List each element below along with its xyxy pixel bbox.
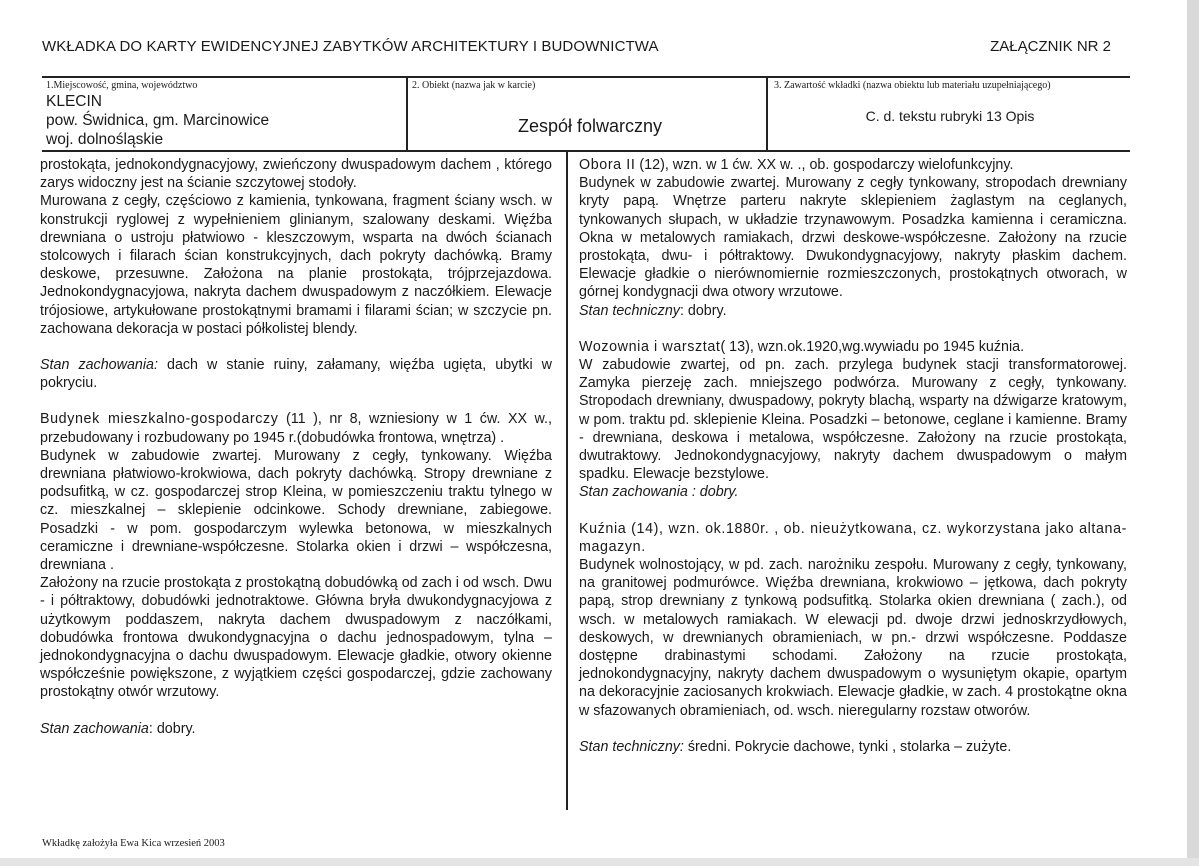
- state-label: Stan zachowania:: [40, 357, 158, 374]
- object-name: Zespół folwarczny: [517, 116, 663, 136]
- state-text: : dobry.: [679, 302, 727, 319]
- location-cell: [46, 80, 402, 149]
- cowshed-head-text: (12), wzn. w 1 ćw. XX w. ., ob. gospodarczy wielofunkcyjny.: [635, 157, 1014, 173]
- coachhouse-heading: [579, 338, 1127, 356]
- house-state: [40, 720, 552, 738]
- contents-label: 3. Zawartość wkładki (nazwa obiektu lub materiału uzupełniającego): [774, 80, 1051, 91]
- coachhouse-state: Stan zachowania : dobry.: [579, 484, 739, 501]
- scan-edge-right: [1187, 0, 1199, 866]
- form-bottom-border: [42, 150, 1130, 152]
- location-town: KLECIN: [46, 93, 102, 110]
- object-cell: [412, 80, 762, 92]
- state-text: dach w stanie ruiny, załamany, więźba ugięta, ubytki w pokryciu.: [40, 357, 552, 392]
- object-label: 2. Obiekt (nazwa jak w karcie): [412, 80, 536, 91]
- smithy-state: [579, 738, 1127, 756]
- column-divider: [566, 150, 568, 810]
- coachhouse-title: Wozownia i warsztat: [579, 338, 721, 355]
- smithy-description: Budynek wolnostojący, w pd. zach. narożniku zespołu. Murowany z cegły, tynkowany, na granitowej podmurówce. Więźba drewniana, krokwiowo – jętkowa, dach pokryty papą, strop drewniany z tynkową podsufitką. Stolarka okien drewniana ( zach.), od wsch. w metalowych ramiakach. W elewacji pd. dwoje drzwi jednoskrzydłowych, deskowych, w drewnianych obramieniach, w pn.- drzwi współczesne. Poddasze dostępne drabinastymi schodami. Założony na rzucie prostokąta, jednokondygnacyjny, nakryty dachem dwuspadowym o wysuniętym okapie, opartym na dekoracyjnie zaciosanych krokwiach. Elewacje gładkie, w zach. 4 prostokątne okna w sfazowanych obramieniach, od. wsch. nieregularny rozstaw otworów.: [579, 557, 1127, 719]
- coachhouse-head-text: ( 13), wzn.ok.1920,wg.wywiadu po 1945 kuźnia.: [720, 338, 1025, 355]
- barn-description-end: prostokąta, jednokondygnacyjowy, zwieńczony dwuspadowym dachem , którego zarys widoczny jest na ścianie szczytowej stodoły.: [40, 157, 552, 192]
- state-text: średni. Pokrycie dachowe, tynki , stolarka – zużyte.: [683, 738, 1012, 755]
- form-divider-1: [406, 76, 408, 152]
- cowshed-title: Obora II: [579, 157, 636, 173]
- coachhouse-description: W zabudowie zwartej, od pn. zach. przylega budynek stacji transformatorowej. Zamyka pierzeję zach. mniejszego podwórza. Murowany z cegły, tynkowany. Stropodach drewniany, dwuspadowy, pokryty blachą, wsparty na dźwigarze kratowym, w pom. traktu pd. sklepienie Kleina. Posadzki – betonowe, ceglane i kamienne. Bramy - drewniana, deskowa i metalowa, współczesne. Założony na rzucie prostokąta, dwutraktowy. Jednokondygnacyjowy, nakryty dachem dwuspadowym o małym spadku. Elewacje bezstylowe.: [579, 357, 1127, 483]
- smithy-heading: Kuźnia (14), wzn. ok.1880r. , ob. nieużytkowana, cz. wykorzystana jako altana-magazyn.: [579, 520, 1127, 555]
- form-divider-2: [766, 76, 768, 152]
- house-head-text: (11 ), nr 8, wzniesiony w 1 ćw. XX w., przebudowany i rozbudowany po 1945 r.(dobudówka frontowa, wnętrza) .: [40, 411, 553, 446]
- cowshed-heading: [579, 156, 1127, 174]
- attachment-number: ZAŁĄCZNIK NR 2: [990, 38, 1111, 55]
- barn-description: Murowana z cegły, częściowo z kamienia, tynkowana, fragment ściany wsch. w konstrukcji ryglowej z wypełnieniem glinianym, szalowany deskami. Więźba drewniana o ustroju płatwiowo - kleszczowym, wsparta na dwóch ścianach stolcowych i filarach ścian konstrukcyjnych, dach pokryty dachówką. Bramy deskowe, przesuwne. Założona na planie prostokąta, trójprzejazdowa. Jednokondygnacyjowa, nakryta dachem dwuspadowym z naczółkiem. Elewacje trójosiowe, artykułowane prostokątnymi bramami i filarami ścian; w szczycie pn. zachowana dekoracja w postaci półkolistej blendy.: [40, 193, 552, 337]
- barn-state: [40, 356, 552, 392]
- cowshed-description: Budynek w zabudowie zwartej. Murowany z cegły tynkowany, stropodach drewniany kryty papą. Wnętrze parteru nakryte sklepieniem żaglastym na ceglanych, tynkowanych słupach, w układzie trzynawowym. Posadzka kamienna i ceramiczna. Okna w metalowych ramiakach, drzwi deskowe-współczesne. Założony na rzucie prostokąta, dwu- i półtraktowy. Dwukondygnacyjowy, nakryty płaskim dachem. Elewacje gładkie o nierównomiernie rozmieszczonych, prostokątnych otworach, w górnej kondygnacji dwa otwory wrzutowe.: [579, 175, 1127, 301]
- house-description-2: Założony na rzucie prostokąta z prostokątną dobudówką od zach i od wsch. Dwu - i półtraktowy, dobudówki jednotraktowe. Główna bryła dwukondygnacyjowa z użytkowym poddaszem, nakryta dachem dwuspadowym z naczółkami, dobudówka frontowa dwukondygnacyjna o dachu jednospadowym, tylna – jednokondygnacyjna o dachu dwuspadowym. Elewacje gładkie, otwory okienne współcześnie powiększone, z wyjątkiem części gospodarczej, gdzie zachowany prostokątny otwór wrzutowy.: [40, 575, 552, 701]
- page-title: WKŁADKA DO KARTY EWIDENCYJNEJ ZABYTKÓW ARCHITEKTURY I BUDOWNICTWA: [42, 38, 659, 55]
- footer-author: Wkładkę założyła Ewa Kica wrzesień 2003: [42, 838, 225, 849]
- location-province: woj. dolnośląskie: [46, 131, 164, 148]
- state-text: : dobry.: [148, 720, 196, 737]
- contents-cell: [774, 80, 1130, 92]
- right-column: [579, 156, 1127, 756]
- house-heading: [40, 410, 552, 446]
- state-label: Stan zachowania: [40, 720, 149, 737]
- cowshed-state: [579, 302, 1127, 320]
- house-title: Budynek mieszkalno-gospodarczy: [40, 411, 279, 428]
- form-top-border: [42, 76, 1130, 78]
- house-description-1: Budynek w zabudowie zwartej. Murowany z cegły, tynkowany. Więźba drewniana płatwiowo-krokwiowa, dach pokryty dachówką. Stropy drewniane z podsufitką, w cz. gospodarczej strop Kleina, w pomieszczeniu traktu tylnego w cz. mieszkalnej – sklepienie odcinkowe. Schody drewniane, zabiegowe. Posadzki - w pom. gospodarczym wylewka betonowa, w mieszkalnych ceramiczne i drewniane-współczesne. Stolarka okien i drzwi – współczesna, drewniana .: [40, 447, 552, 574]
- state-label: Stan techniczny: [579, 302, 680, 319]
- state-label: Stan techniczny:: [579, 738, 684, 755]
- location-label: 1.Miejscowość, gmina, województwo: [46, 80, 198, 91]
- scan-edge-bottom: [0, 858, 1199, 866]
- contents-value: C. d. tekstu rubryki 13 Opis: [865, 108, 1035, 124]
- left-column: [40, 156, 552, 738]
- location-county: pow. Świdnica, gm. Marcinowice: [46, 112, 270, 129]
